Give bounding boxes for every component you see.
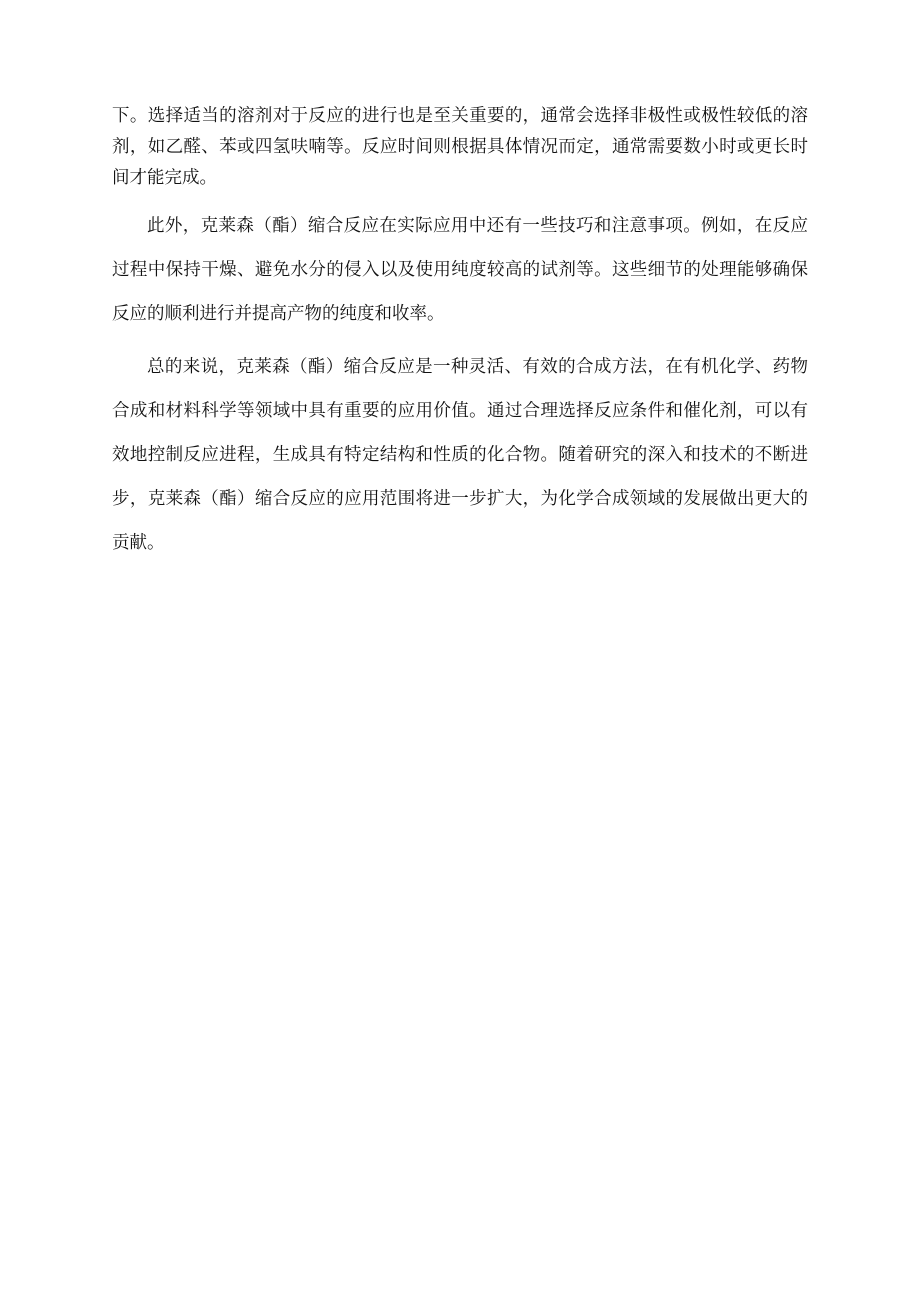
paragraph-continuation: 下。选择适当的溶剂对于反应的进行也是至关重要的，通常会选择非极性或极性较低的溶剂，如乙醛、苯或四氢呋喃等。反应时间则根据具体情况而定，通常需要数小时或更长时间才能完成。: [112, 106, 808, 188]
document-body: [112, 101, 808, 565]
paragraph-techniques: 此外，克莱森（酯）缩合反应在实际应用中还有一些技巧和注意事项。例如，在反应过程中保持干燥、避免水分的侵入以及使用纯度较高的试剂等。这些细节的处理能够确保反应的顺利进行并提高产物的纯度和收率。: [112, 216, 808, 324]
paragraph-conclusion: 总的来说，克莱森（酯）缩合反应是一种灵活、有效的合成方法，在有机化学、药物合成和材料科学等领域中具有重要的应用价值。通过合理选择反应条件和催化剂，可以有效地控制反应进程，生成具有特定结构和性质的化合物。随着研究的深入和技术的不断进步，克莱森（酯）缩合反应的应用范围将进一步扩大，为化学合成领域的发展做出更大的贡献。: [112, 357, 808, 553]
